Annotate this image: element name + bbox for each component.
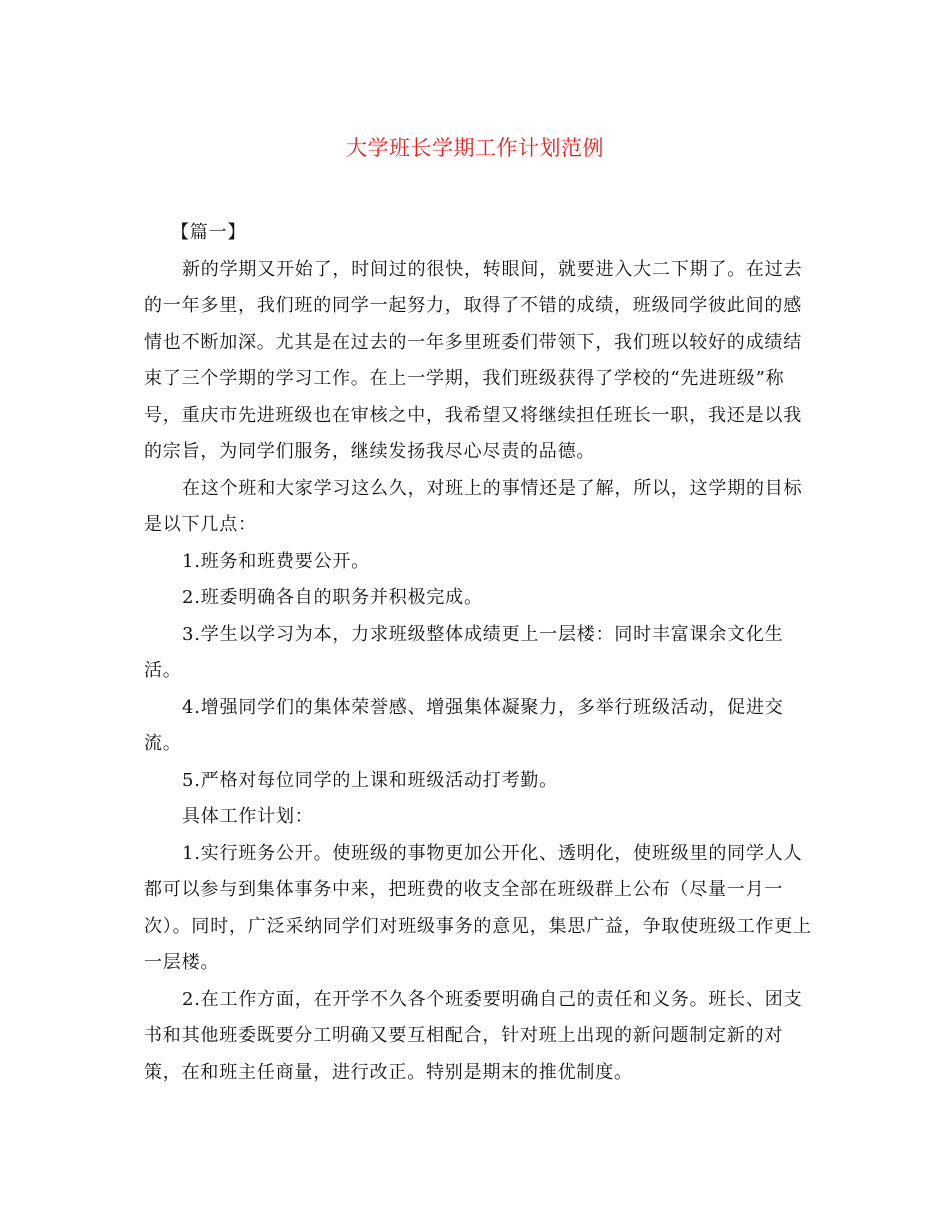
plan-item-1: 1.实行班务公开。使班级的事物更加公开化、透明化，使班级里的同学人人都可以参与到集体事务中来，把班费的收支全部在班级群上公布（尽量一月一次）。同时，广泛采纳同学们对班级事务的意见，集思广益，争取使班级工作更上一层楼。: [144, 842, 812, 973]
plan-item-2: 2.在工作方面，在开学不久各个班委要明确自己的责任和义务。班长、团支书和其他班委既要分工明确又要互相配合，针对班上出现的新问题制定新的对策，在和班主任商量，进行改正。特别是期末的推优制度。: [144, 988, 803, 1083]
document-body: [144, 215, 812, 1091]
paragraph-goals-intro: 在这个班和大家学习这么久，对班上的事情还是了解，所以，这学期的目标是以下几点：: [144, 477, 803, 535]
goal-item-1: 1.班务和班费要公开。: [182, 550, 370, 572]
goal-item-3: 3.学生以学习为本，力求班级整体成绩更上一层楼：同时丰富课余文化生活。: [144, 623, 784, 681]
goal-item-4: 4.增强同学们的集体荣誉感、增强集体凝聚力，多举行班级活动，促进交流。: [144, 696, 784, 754]
goal-item-2: 2.班委明确各自的职务并积极完成。: [182, 587, 483, 608]
goal-item-5: 5.严格对每位同学的上课和班级活动打考勤。: [182, 769, 558, 791]
plan-heading: 具体工作计划：: [182, 806, 314, 827]
document-title: 大学班长学期工作计划范例: [346, 136, 604, 160]
paragraph-intro: 新的学期又开始了，时间过的很快，转眼间，就要进入大二下期了。在过去的一年多里，我们班的同学一起努力，取得了不错的成绩，班级同学彼此间的感情也不断加深。尤其是在过去的一年多里班委们带领下，我们班以较好的成绩结束了三个学期的学习工作。在上一学期，我们班级获得了学校的“先进班级”称号，重庆市先进班级也在审核之中，我希望又将继续担任班长一职，我还是以我的宗旨，为同学们服务，继续发扬我尽心尽责的品德。: [144, 258, 803, 462]
section-heading: 【篇一】: [171, 222, 247, 243]
